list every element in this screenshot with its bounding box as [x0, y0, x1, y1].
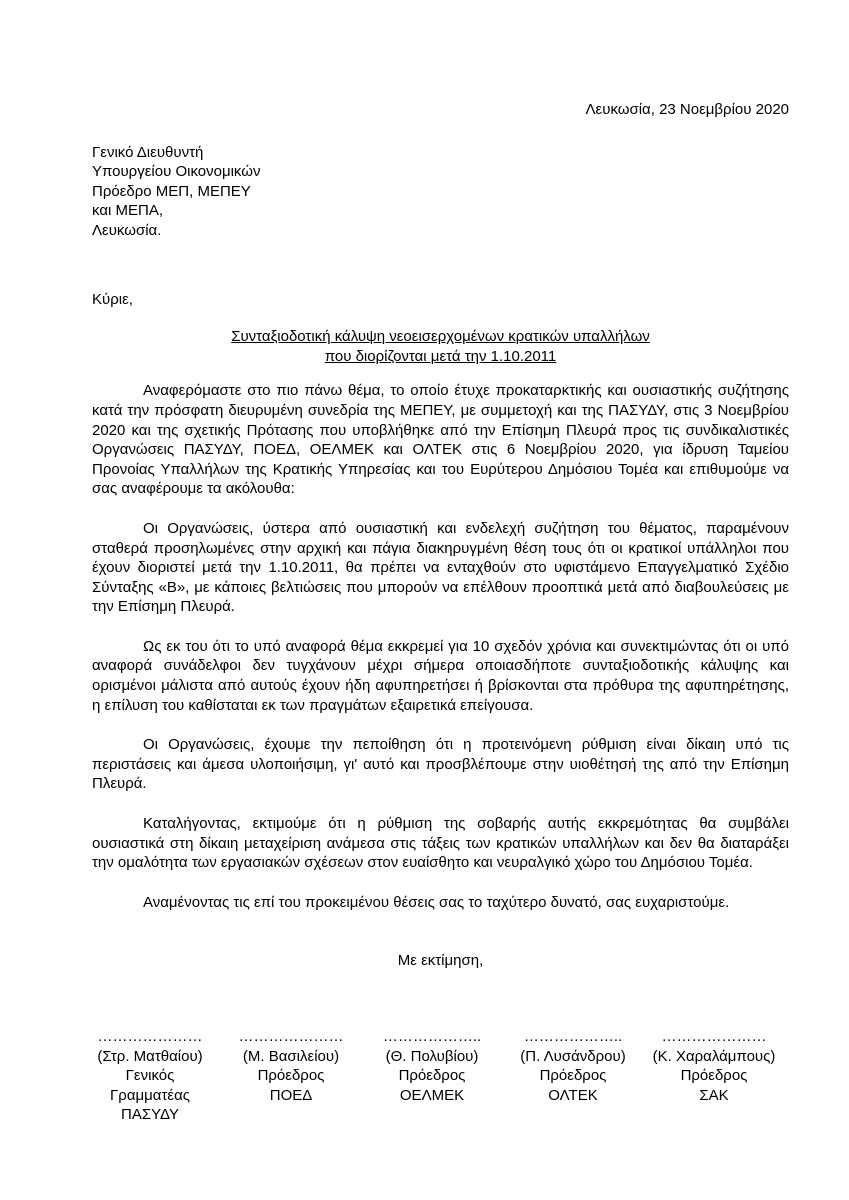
body-paragraph: Ως εκ του ότι το υπό αναφορά θέμα εκκρεμεί για 10 σχεδόν χρόνια και συνεκτιμώντας ότι οι υπό αναφορά συνάδελφοι δεν τυγχάνουν μέχρι σήμερα οποιασδήποτε συνταξιοδοτικής κάλυψης και ορισμένοι μάλιστα από αυτούς έχουν ήδη αφυπηρετήσει ή βρίσκονται στα πρόθυρα της αφυπηρέτησης, η επίλυση του καθίσταται εκ των πραγμάτων εξαιρετικά επείγουσα.	[92, 637, 789, 714]
recipient-line: Πρόεδρο ΜΕΠ, ΜΕΠΕΥ	[92, 182, 251, 200]
date-line: Λευκωσία, 23 Νοεμβρίου 2020	[585, 101, 789, 118]
signatory-poed	[221, 1027, 361, 1125]
subject-line-1: Συνταξιοδοτική κάλυψη νεοεισερχομένων κρατικών υπαλλήλων	[231, 328, 650, 346]
signatory-title: Πρόεδρος	[680, 1067, 748, 1085]
recipient-line: Λευκωσία.	[92, 221, 162, 239]
signature-dots: ………………..	[523, 1028, 623, 1045]
recipient-line: Υπουργείου Οικονομικών	[92, 163, 261, 181]
signatory-organisation: ΠΑΣΥΔΥ	[121, 1106, 179, 1124]
signature-dots: …………………	[97, 1028, 203, 1045]
signature-row	[80, 1027, 784, 1125]
signatory-title: Γενικός	[125, 1067, 175, 1085]
body-paragraph: Οι Οργανώσεις, ύστερα από ουσιαστική και ενδελεχή συζήτηση του θέματος, παραμένουν σταθερά προσηλωμένες στην αρχική και πάγια διακηρυγμένη θέση τους ότι οι κρατικοί υπάλληλοι που έχουν διοριστεί μετά την 1.10.2011, θα πρέπει να ενταχθούν στο υφιστάμενο Επαγγελματικό Σχέδιο Σύνταξης «Β», με κάποιες βελτιώσεις που μπορούν να επέλθουν προοπτικά μετά από διαβουλεύσεις με την Επίσημη Πλευρά.	[92, 519, 789, 616]
signatory-title: Πρόεδρος	[257, 1067, 325, 1085]
signatory-title: Πρόεδρος	[398, 1067, 466, 1085]
signatory-organisation: ΣΑΚ	[699, 1086, 729, 1104]
signatory-name: (Θ. Πολυβίου)	[385, 1047, 479, 1065]
subject-line-2: που διορίζονται μετά την 1.10.2011	[324, 347, 557, 365]
signatory-oltek	[503, 1027, 643, 1125]
signatory-name: (Μ. Βασιλείου)	[242, 1047, 340, 1065]
signature-dots: …………………	[238, 1028, 344, 1045]
signatory-name: (Κ. Χαραλάμπους)	[652, 1047, 776, 1065]
signatory-organisation: ΟΕΛΜΕΚ	[399, 1086, 465, 1104]
recipient-block	[92, 143, 789, 241]
body-paragraph: Καταλήγοντας, εκτιμούμε ότι η ρύθμιση της σοβαρής αυτής εκκρεμότητας θα συμβάλει ουσιαστικά στη δίκαιη μεταχείριση ανάμεσα στις τάξεις των κρατικών υπαλλήλων και δεν θα διαταράξει την ομαλότητα των εργασιακών σχέσεων στον ευαίσθητο και νευραλγικό χώρο του Δημόσιου Τομέα.	[92, 815, 789, 872]
body-paragraph: Αναφερόμαστε στο πιο πάνω θέμα, το οποίο έτυχε προκαταρκτικής και ουσιαστικής συζήτησης κατά την πρόσφατη διευρυμένη συνεδρία της ΜΕΠΕΥ, με συμμετοχή και της ΠΑΣΥΔΥ, στις 3 Νοεμβρίου 2020 και της σχετικής Πρότασης που υποβλήθηκε από την Επίσημη Πλευρά προς τις συνδικαλιστικές Οργανώσεις ΠΑΣΥΔΥ, ΠΟΕΔ, ΟΕΛΜΕΚ και ΟΛΤΕΚ στις 6 Νοεμβρίου 2020, για ίδρυση Ταμείου Προνοίας Υπαλλήλων της Κρατικής Υπηρεσίας και του Ευρύτερου Δημόσιου Τομέα και επιθυμούμε να σας αναφέρουμε τα ακόλουθα:	[92, 382, 789, 498]
signature-dots: ………………..	[382, 1028, 482, 1045]
signatory-oelmek	[362, 1027, 502, 1125]
body-paragraph: Αναμένοντας τις επί του προκειμένου θέσεις σας το ταχύτερο δυνατό, σας ευχαριστούμε.	[143, 893, 730, 911]
recipient-line: Γενικό Διευθυντή	[92, 143, 204, 161]
salutation: Κύριε,	[92, 290, 133, 308]
letter-body	[92, 100, 789, 971]
subject-heading	[92, 327, 789, 366]
recipient-line: και ΜΕΠΑ,	[92, 202, 163, 220]
signature-dots: …………………	[661, 1028, 767, 1045]
signatory-title: Πρόεδρος	[539, 1067, 607, 1085]
signatory-sak	[644, 1027, 784, 1125]
signatory-organisation: ΟΛΤΕΚ	[548, 1086, 598, 1104]
signatory-organisation: ΠΟΕΔ	[269, 1086, 313, 1104]
closing-line: Με εκτίμηση,	[397, 952, 484, 970]
signatory-title: Γραμματέας	[110, 1086, 190, 1104]
signatory-name: (Π. Λυσάνδρου)	[520, 1047, 626, 1065]
signatory-name: (Στρ. Ματθαίου)	[97, 1047, 203, 1065]
body-paragraph: Οι Οργανώσεις, έχουμε την πεποίθηση ότι η προτεινόμενη ρύθμιση είναι δίκαιη υπό τις περιστάσεις και άμεσα υλοποιήσιμη, γι' αυτό και προσβλέπουμε στην υιοθέτησή της από την Επίσημη Πλευρά.	[92, 736, 789, 793]
signatory-pasydy	[80, 1027, 220, 1125]
